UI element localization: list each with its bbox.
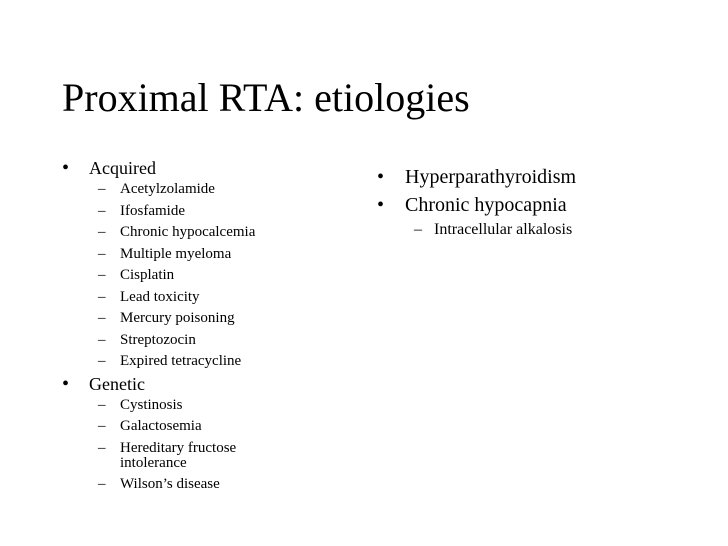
bullet-label: Hyperparathyroidism [405,166,577,188]
bullet-chronic-hypocapnia [377,191,717,219]
list-item-text: Cystinosis [120,396,183,413]
list-item [62,244,352,266]
dash-icon: – [98,267,106,283]
list-item-text: Lead toxicity [120,288,200,305]
dash-icon: – [98,396,106,413]
genetic-sublist [62,395,352,496]
acquired-sublist [62,179,352,373]
list-item [62,438,290,474]
dash-icon: – [98,353,106,369]
list-item-text: Galactosemia [120,418,202,434]
list-item [62,308,352,330]
list-item-text: Acetylzolamide [120,181,215,197]
bullet-icon: • [62,372,70,395]
list-item-text: Streptozocin [120,331,196,348]
left-column-list [62,157,352,495]
bullet-genetic [62,373,352,395]
list-item [62,265,352,287]
bullet-icon: • [377,194,385,216]
bullet-label: Acquired [89,158,156,178]
list-item [62,351,352,373]
list-item [62,222,352,244]
bullet-icon: • [62,157,70,179]
list-item [62,179,352,201]
dash-icon: – [98,310,106,326]
hypocapnia-sublist [377,219,717,241]
dash-icon: – [98,181,106,197]
list-item-text: Expired tetracycline [120,353,242,369]
dash-icon: – [98,224,106,240]
list-item-text: Mercury poisoning [120,310,235,326]
hypocapnia-sublist-wrapper [377,219,717,241]
bullet-label: Chronic hypocapnia [405,194,567,216]
bullet-label: Genetic [89,373,145,394]
list-item-text: Hereditary fructose intolerance [120,439,237,471]
list-item-text: Intracellular alkalosis [434,221,573,238]
list-item [62,201,352,223]
list-item-text: Wilson’s disease [120,475,220,492]
dash-icon: – [414,221,422,238]
dash-icon: – [98,202,106,219]
list-item-text: Ifosfamide [120,202,185,219]
bullet-acquired [62,157,352,179]
list-item-text: Cisplatin [120,267,175,283]
list-item-text: Multiple myeloma [120,245,232,262]
dash-icon: – [98,288,106,305]
list-item [62,330,352,352]
dash-icon: – [98,245,106,262]
list-item [62,395,352,417]
slide-title: Proximal RTA: etiologies [62,75,470,120]
bullet-icon: • [377,166,385,188]
list-item [62,416,352,438]
list-item [62,474,352,496]
dash-icon: – [98,439,106,456]
dash-icon: – [98,418,106,434]
list-item [377,219,717,241]
bullet-hyperparathyroidism [377,163,717,191]
list-item-text: Chronic hypocalcemia [120,224,256,240]
dash-icon: – [98,475,106,492]
right-column-list [377,163,717,241]
acquired-sublist-wrapper [62,179,352,373]
dash-icon: – [98,331,106,348]
genetic-sublist-wrapper [62,395,352,496]
list-item [62,287,352,309]
